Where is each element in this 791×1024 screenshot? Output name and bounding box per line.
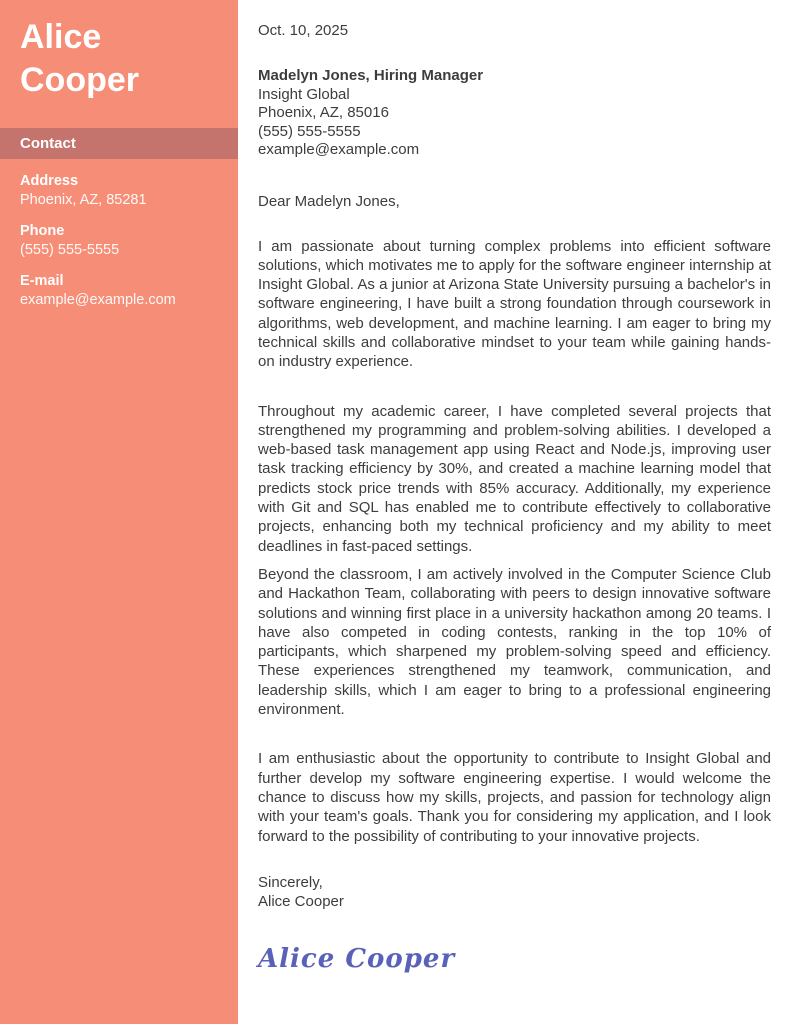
salutation: Dear Madelyn Jones, <box>258 192 400 210</box>
recipient-company: Insight Global <box>258 85 350 103</box>
email-field <box>20 272 222 310</box>
sidebar <box>0 0 238 1024</box>
address-label: Address <box>20 173 79 189</box>
letter-body <box>238 0 791 1024</box>
phone-value: (555) 555-5555 <box>20 242 120 258</box>
email-value: example@example.com <box>20 292 176 308</box>
letter-date: Oct. 10, 2025 <box>258 22 349 39</box>
recipient-address: Phoenix, AZ, 85016 <box>258 104 389 121</box>
closing-block <box>258 873 771 912</box>
applicant-name <box>0 0 238 102</box>
paragraph-closing: I am enthusiastic about the opportunity to contribute to Insight Global and further develop my software engineering expertise. I would welcome the chance to discuss how my skills, projects, and passion for technology align with your team's goals. Thank you for considering my application, and I look forward to the possibility of contributing to your innovative projects. <box>258 750 771 845</box>
contact-fields <box>0 159 238 310</box>
closing-word: Sincerely, <box>258 873 323 891</box>
phone-field <box>20 222 222 260</box>
signer-name: Alice Cooper <box>258 893 344 911</box>
phone-label: Phone <box>20 223 65 239</box>
paragraph-intro: I am passionate about turning complex problems into efficient software solutions, which motivates me to apply for the software engineer internship at Insight Global. As a junior at Arizona State University pursuing a bachelor's in software engineering, I have built a strong foundation through coursework in algorithms, web development, and machine learning. I am eager to bring my technical skills and collaborative mindset to your team while gaining hands-on industry experience. <box>258 237 771 371</box>
address-field <box>20 172 222 210</box>
applicant-first-name: Alice <box>20 18 102 56</box>
recipient-name-title: Madelyn Jones, Hiring Manager <box>258 67 484 84</box>
signature-script: Alice Cooper <box>258 944 456 975</box>
recipient-email: example@example.com <box>258 141 420 158</box>
contact-section-heading <box>0 128 238 159</box>
contact-heading-label: Contact <box>20 135 76 152</box>
recipient-phone: (555) 555-5555 <box>258 122 361 140</box>
paragraph-projects: Throughout my academic career, I have completed several projects that strengthened my programming and problem-solving abilities. I developed a web-based task management app using React and Node.js, improving user task tracking efficiency by 30%, and created a machine learning model that predicts stock price trends with 85% accuracy. Additionally, my experience with Git and SQL has enabled me to contribute effectively to collaborative projects, enhancing both my technical proficiency and my ability to meet deadlines in fast-paced settings. <box>258 402 771 555</box>
recipient-block <box>258 67 771 160</box>
paragraph-extracurricular: Beyond the classroom, I am actively involved in the Computer Science Club and Hackathon Team, collaborating with peers to design innovative software solutions and winning first place in a university hackathon among 20 teams. I have also competed in coding contests, ranking in the top 10% of participants, which sharpened my problem-solving speed and efficiency. These experiences strengthened my teamwork, communication, and leadership skills, which I am eager to bring to a professional engineering environment. <box>258 565 771 719</box>
email-label: E-mail <box>20 273 64 289</box>
address-value: Phoenix, AZ, 85281 <box>20 192 147 208</box>
applicant-last-name: Cooper <box>20 61 139 99</box>
